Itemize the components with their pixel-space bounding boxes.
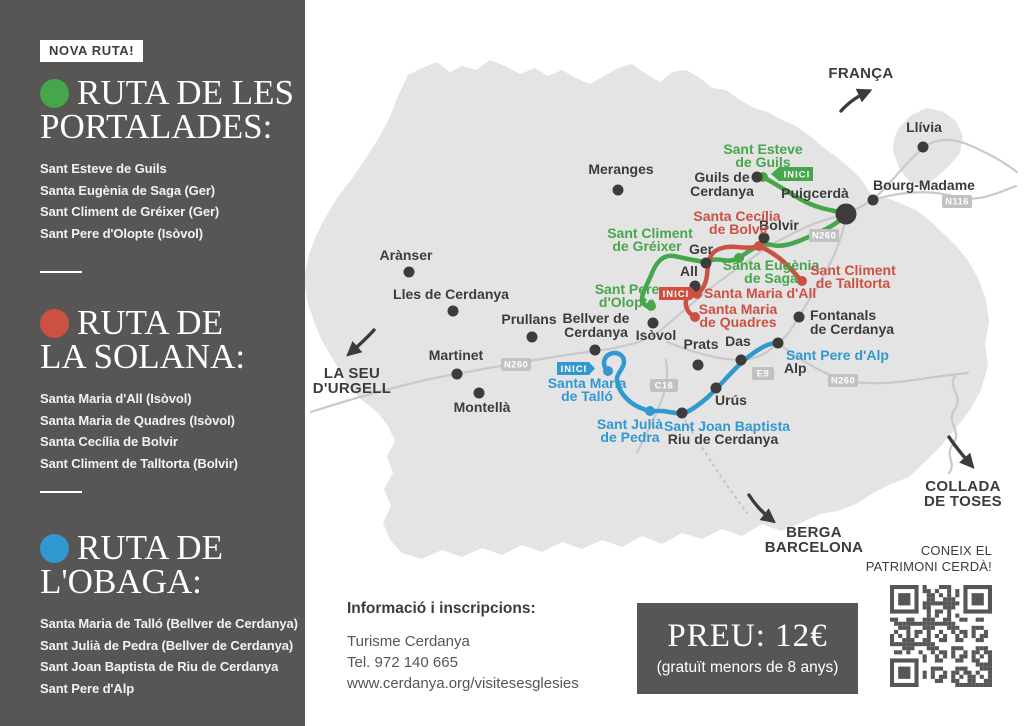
road-badge-e9-label: E9	[756, 368, 770, 380]
direction-label-berga-2: BARCELONA	[764, 539, 864, 556]
town-label-llivia: Llívia	[906, 119, 942, 135]
road-badge-c16-label: C16	[654, 380, 674, 392]
price-note: (gratuït menors de 8 anys)	[656, 659, 839, 676]
route-title-obaga-line2: L'OBAGA:	[40, 562, 202, 601]
town-dot-montella	[474, 388, 485, 399]
road-badge-c16	[650, 379, 678, 392]
church-label-olopte-2: d'Olopte	[598, 294, 656, 310]
church-label-quadres-1: Santa Maria	[698, 301, 778, 317]
church-label-pedra-2: de Pedra	[600, 429, 660, 445]
list-item: Sant Joan Baptista de Riu de Cerdanya	[40, 659, 279, 674]
town-label-ger: Ger	[688, 241, 714, 257]
church-label-maria-all: Santa Maria d'All	[704, 285, 817, 301]
road-badge-n260-mid-label: N260	[811, 230, 837, 242]
route-church-list-obaga	[40, 613, 298, 699]
church-label-greixer-2: de Gréixer	[612, 238, 682, 254]
qr-code	[890, 585, 992, 687]
list-item: Sant Julià de Pedra (Bellver de Cerdanya)	[40, 637, 294, 653]
town-dot-fontanals	[794, 312, 805, 323]
list-item: Sant Climent de Talltorta (Bolvir)	[40, 455, 238, 471]
town-dot-ger	[701, 258, 712, 269]
road-badge-n260-west-label: N260	[503, 359, 529, 371]
inici-badge-blue	[557, 362, 595, 375]
route-color-dot-solana	[40, 309, 69, 338]
road-badge-n116-label: N116	[945, 196, 969, 208]
road-badge-n260-west	[501, 358, 531, 371]
town-dot-alp	[773, 338, 784, 349]
town-dot-aranser	[404, 267, 415, 278]
new-route-badge: NOVA RUTA!	[40, 40, 143, 62]
qr-caption-line2: PATRIMONI CERDÀ!	[865, 558, 992, 574]
list-item: Santa Maria d'All (Isòvol)	[40, 391, 192, 406]
route-section-solana	[40, 303, 295, 474]
route-section-portalades	[40, 73, 295, 244]
route-section-obaga	[40, 528, 298, 699]
church-label-quadres-2: de Quadres	[699, 314, 777, 330]
road-badge-n260-mid	[809, 229, 839, 242]
route-title-portalades-line2: PORTALADES:	[40, 107, 273, 146]
sidebar	[0, 0, 305, 726]
route-church-list-portalades	[40, 158, 295, 244]
town-label-guils-1: Guils de	[694, 169, 750, 185]
inici-label-green: INICI	[783, 169, 811, 181]
direction-label-la-seu-2: D'URGELL	[312, 380, 392, 397]
list-item: Santa Maria de Quadres (Isòvol)	[40, 412, 235, 428]
road-badge-n260-east	[828, 374, 858, 387]
church-label-saga-2: de Saga	[744, 270, 798, 286]
direction-label-la-seu-1: LA SEU	[323, 365, 381, 382]
town-label-riu: Riu de Cerdanya	[667, 431, 779, 447]
town-label-fontanals-1: Fontanals	[810, 307, 877, 323]
town-label-bolvir: Bolvir	[759, 217, 799, 233]
list-item: Sant Climent de Gréixer (Ger)	[40, 204, 220, 219]
church-label-sant-esteve-2: de Guils	[735, 154, 791, 170]
divider	[40, 271, 82, 273]
town-label-all: All	[680, 263, 698, 279]
town-label-fontanals-2: de Cerdanya	[810, 321, 895, 337]
town-label-alp: Alp	[784, 360, 807, 376]
church-label-cecilia-2: de Bolvir	[709, 221, 769, 237]
church-label-sant-esteve-1: Sant Esteve	[723, 141, 803, 157]
price-box	[637, 603, 858, 694]
church-label-talltorta-2: de Talltorta	[815, 275, 891, 291]
direction-label-collada-2: DE TOSES	[924, 493, 1002, 510]
town-dot-meranges	[613, 185, 624, 196]
contact-info-title: Informació i inscripcions:	[347, 600, 536, 617]
road-badge-e9	[752, 367, 774, 380]
inici-label-blue: INICI	[560, 364, 588, 375]
route-color-dot-portalades	[40, 79, 69, 108]
church-label-pere-alp: Sant Pere d'Alp	[786, 347, 889, 363]
town-dot-guils	[752, 172, 763, 183]
town-label-prats: Prats	[683, 336, 719, 352]
church-dot-pedra	[645, 406, 655, 416]
qr-caption-line1: CONEIX EL	[920, 543, 992, 558]
town-dot-das	[736, 355, 747, 366]
church-label-cecilia-1: Santa Cecília	[693, 208, 781, 224]
church-label-talltorta-1: Sant Climent	[810, 262, 896, 278]
town-dot-prullans	[527, 332, 538, 343]
town-label-puigcerda: Puigcerdà	[781, 185, 849, 201]
road-badge-n116	[942, 195, 972, 208]
town-label-bellver-1: Bellver de	[562, 310, 630, 326]
town-dot-bellver	[590, 345, 601, 356]
church-label-olopte-1: Sant Pere	[594, 281, 660, 297]
arrow-franca	[841, 91, 869, 111]
list-item: Sant Pere d'Olopte (Isòvol)	[40, 225, 203, 241]
town-label-prullans: Prullans	[501, 311, 557, 327]
contact-info-block	[347, 600, 579, 694]
town-label-martinet: Martinet	[428, 347, 484, 363]
route-title-portalades-line1: RUTA DE LES	[77, 73, 294, 112]
town-label-bellver-2: Cerdanya	[564, 324, 628, 340]
town-label-meranges: Meranges	[588, 161, 654, 177]
contact-phone: Tel. 972 140 665	[347, 654, 458, 671]
town-label-urus: Urús	[715, 392, 747, 408]
church-label-pedra-1: Sant Julià	[596, 416, 664, 432]
town-label-guils-2: Cerdanya	[690, 183, 754, 199]
town-label-aranser: Arànser	[379, 247, 433, 263]
town-dot-lles	[448, 306, 459, 317]
arrow-collada	[949, 437, 972, 466]
church-label-baptista: Sant Joan Baptista	[663, 418, 791, 434]
price-title: PREU: 12€	[667, 618, 828, 654]
town-dot-prats	[693, 360, 704, 371]
direction-label-collada-1: COLLADA	[925, 478, 1001, 495]
divider	[40, 491, 82, 493]
town-dot-bourg	[868, 195, 879, 206]
route-title-solana-line2: LA SOLANA:	[40, 337, 246, 376]
church-label-tallo-1: Santa Maria	[547, 375, 627, 391]
list-item: Sant Pere d'Alp	[40, 680, 135, 696]
inici-label-red: INICI	[662, 289, 690, 300]
town-label-isovol: Isòvol	[635, 327, 677, 343]
town-dot-riu	[677, 408, 688, 419]
town-label-lles: Lles de Cerdanya	[393, 286, 509, 302]
route-church-list-solana	[40, 388, 295, 474]
list-item: Santa Eugènia de Saga (Ger)	[40, 182, 216, 198]
route-color-dot-obaga	[40, 534, 69, 563]
town-label-montella: Montellà	[453, 399, 511, 415]
church-label-greixer-1: Sant Climent	[607, 225, 693, 241]
town-dot-puigcerda	[836, 204, 857, 225]
list-item: Sant Esteve de Guils	[40, 161, 167, 176]
church-label-saga-1: Santa Eugènia	[722, 257, 820, 273]
qr-caption	[842, 543, 992, 574]
town-dot-martinet	[452, 369, 463, 380]
direction-label-franca: FRANÇA	[828, 65, 894, 82]
route-title-solana-line1: RUTA DE	[77, 303, 223, 342]
contact-org: Turisme Cerdanya	[347, 633, 470, 650]
road-badge-n260-east-label: N260	[830, 375, 856, 387]
inici-badge-red	[659, 287, 697, 300]
direction-label-berga-1: BERGA	[786, 524, 842, 541]
contact-url: www.cerdanya.org/visitesesglesies	[347, 675, 579, 692]
town-label-das: Das	[725, 333, 751, 349]
qr-code-image	[890, 585, 992, 687]
list-item: Santa Cecília de Bolvir	[40, 434, 178, 449]
list-item: Santa Maria de Talló (Bellver de Cerdanya)	[40, 616, 298, 631]
town-dot-llivia	[918, 142, 929, 153]
church-label-tallo-2: de Talló	[561, 388, 613, 404]
route-title-obaga-line1: RUTA DE	[77, 528, 223, 567]
town-label-bourg: Bourg-Madame	[873, 177, 975, 193]
